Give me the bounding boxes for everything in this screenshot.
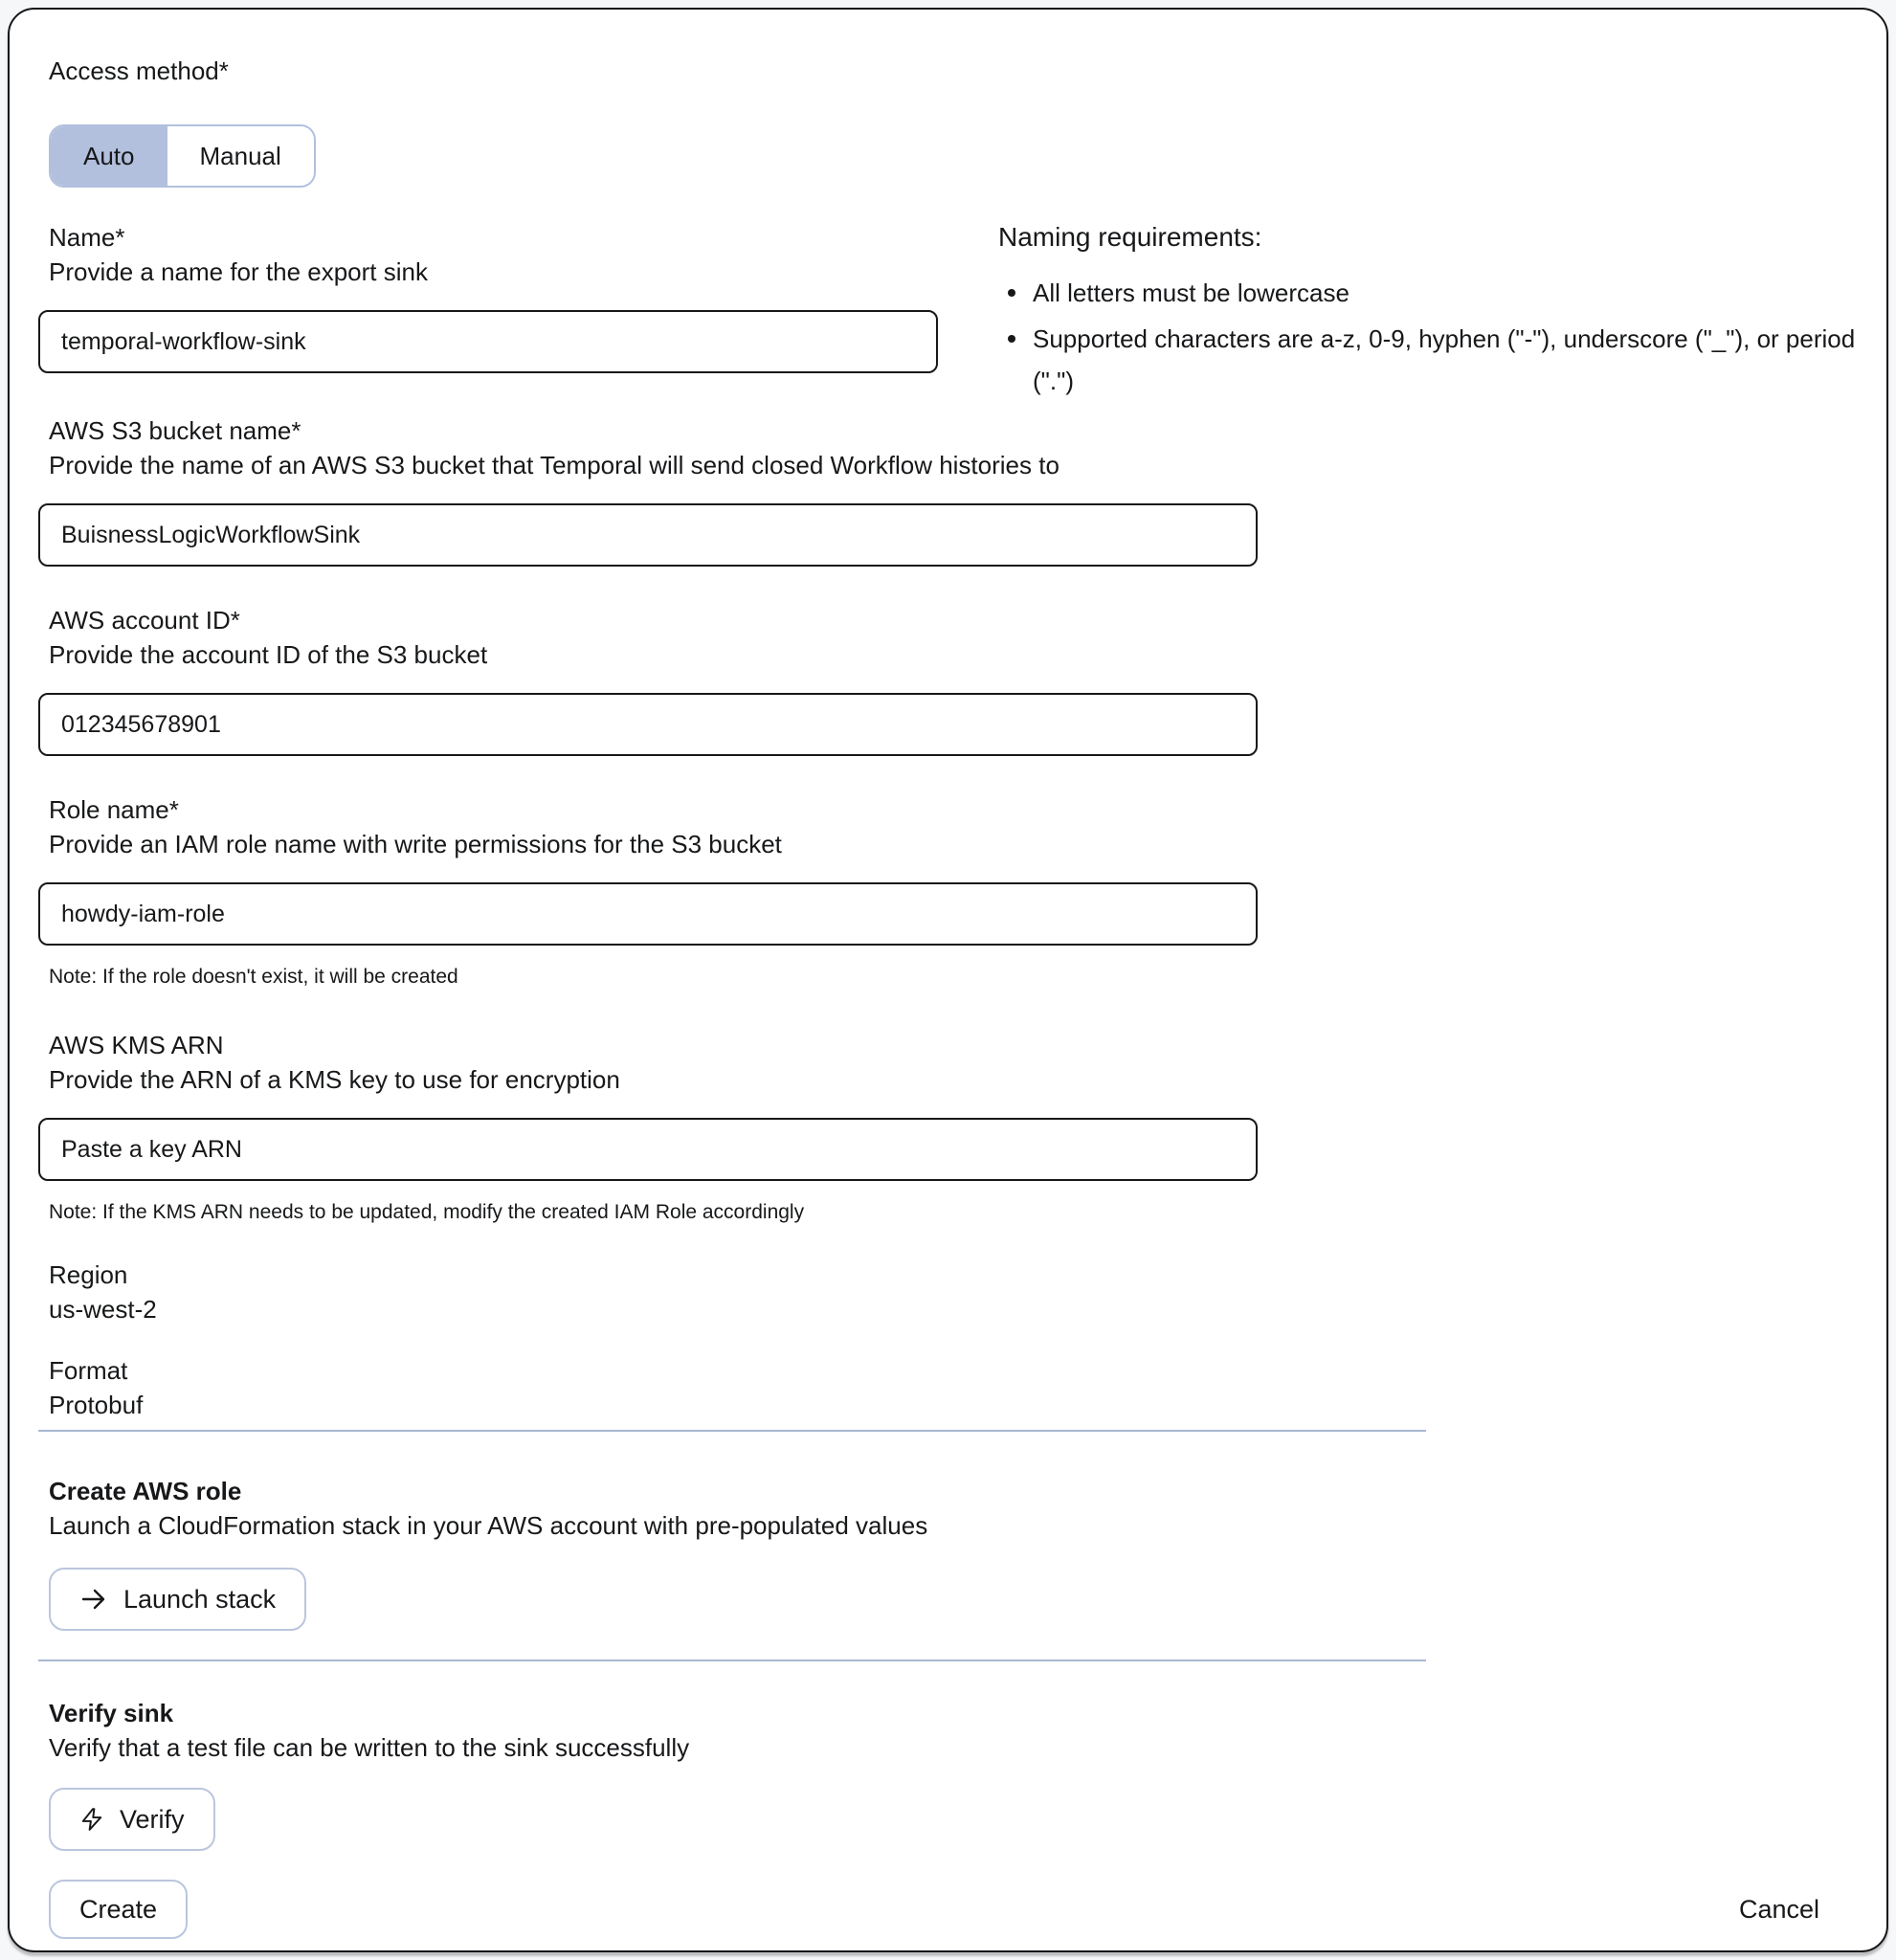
format-value: Protobuf [49, 1391, 144, 1419]
kms-arn-input[interactable] [38, 1118, 1258, 1181]
section-divider [38, 1659, 1426, 1661]
kms-arn-label: AWS KMS ARN [49, 1031, 224, 1059]
form-footer [38, 1880, 1858, 1939]
format-field-group [38, 1353, 1858, 1422]
naming-requirements-list [998, 272, 1858, 402]
s3-bucket-input[interactable] [38, 503, 1258, 567]
export-sink-form-card [8, 8, 1888, 1952]
cancel-button[interactable]: Cancel [1738, 1894, 1819, 1924]
account-id-label: AWS account ID* [49, 606, 240, 635]
name-input[interactable] [38, 310, 938, 373]
access-method-option-manual[interactable]: Manual [167, 126, 314, 186]
account-id-field-group [38, 603, 1858, 756]
role-name-note: Note: If the role doesn't exist, it will be created [49, 966, 458, 988]
s3-bucket-field-group [38, 413, 1858, 567]
s3-bucket-description: Provide the name of an AWS S3 bucket that Temporal will send closed Workflow histories to [49, 451, 1060, 479]
create-role-description: Launch a CloudFormation stack in your AWS account with pre-populated values [49, 1511, 928, 1540]
arrow-right-icon [79, 1585, 108, 1614]
kms-arn-note: Note: If the KMS ARN needs to be updated, modify the created IAM Role accordingly [49, 1201, 805, 1223]
region-value: us-west-2 [49, 1295, 157, 1324]
naming-requirements-title: Naming requirements: [998, 222, 1262, 252]
verify-sink-description: Verify that a test file can be written to the sink successfully [49, 1733, 690, 1762]
naming-requirement-item: Supported characters are a-z, 0-9, hyphen ("-"), underscore ("_"), or period (".") [998, 318, 1858, 402]
create-role-section [38, 1474, 1858, 1631]
verify-sink-title: Verify sink [49, 1699, 174, 1727]
role-name-label: Role name* [49, 795, 179, 824]
name-row [38, 220, 1858, 406]
verify-button-label: Verify [120, 1804, 185, 1834]
kms-arn-description: Provide the ARN of a KMS key to use for encryption [49, 1065, 620, 1094]
section-divider [38, 1430, 1426, 1432]
region-field-group [38, 1258, 1858, 1326]
format-label: Format [49, 1356, 128, 1385]
account-id-description: Provide the account ID of the S3 bucket [49, 640, 488, 669]
region-label: Region [49, 1260, 128, 1289]
verify-button[interactable] [49, 1788, 215, 1851]
naming-requirements [998, 220, 1858, 406]
name-description: Provide a name for the export sink [49, 257, 428, 286]
name-label: Name* [49, 223, 125, 252]
name-field-group [38, 220, 938, 373]
role-name-field-group [38, 792, 1858, 991]
s3-bucket-label: AWS S3 bucket name* [49, 416, 301, 445]
account-id-input[interactable] [38, 693, 1258, 756]
create-button[interactable]: Create [49, 1880, 188, 1939]
verify-sink-section [38, 1696, 1858, 1851]
lightning-icon [79, 1806, 104, 1833]
launch-stack-button[interactable] [49, 1568, 306, 1631]
access-method-toggle [49, 124, 316, 188]
naming-requirement-item: All letters must be lowercase [998, 272, 1858, 314]
role-name-description: Provide an IAM role name with write permissions for the S3 bucket [49, 830, 782, 858]
role-name-input[interactable] [38, 882, 1258, 946]
create-role-title: Create AWS role [49, 1477, 242, 1505]
launch-stack-button-label: Launch stack [123, 1584, 277, 1614]
kms-arn-field-group [38, 1028, 1858, 1227]
access-method-label: Access method* [49, 56, 229, 85]
access-method-option-auto[interactable]: Auto [51, 126, 167, 186]
